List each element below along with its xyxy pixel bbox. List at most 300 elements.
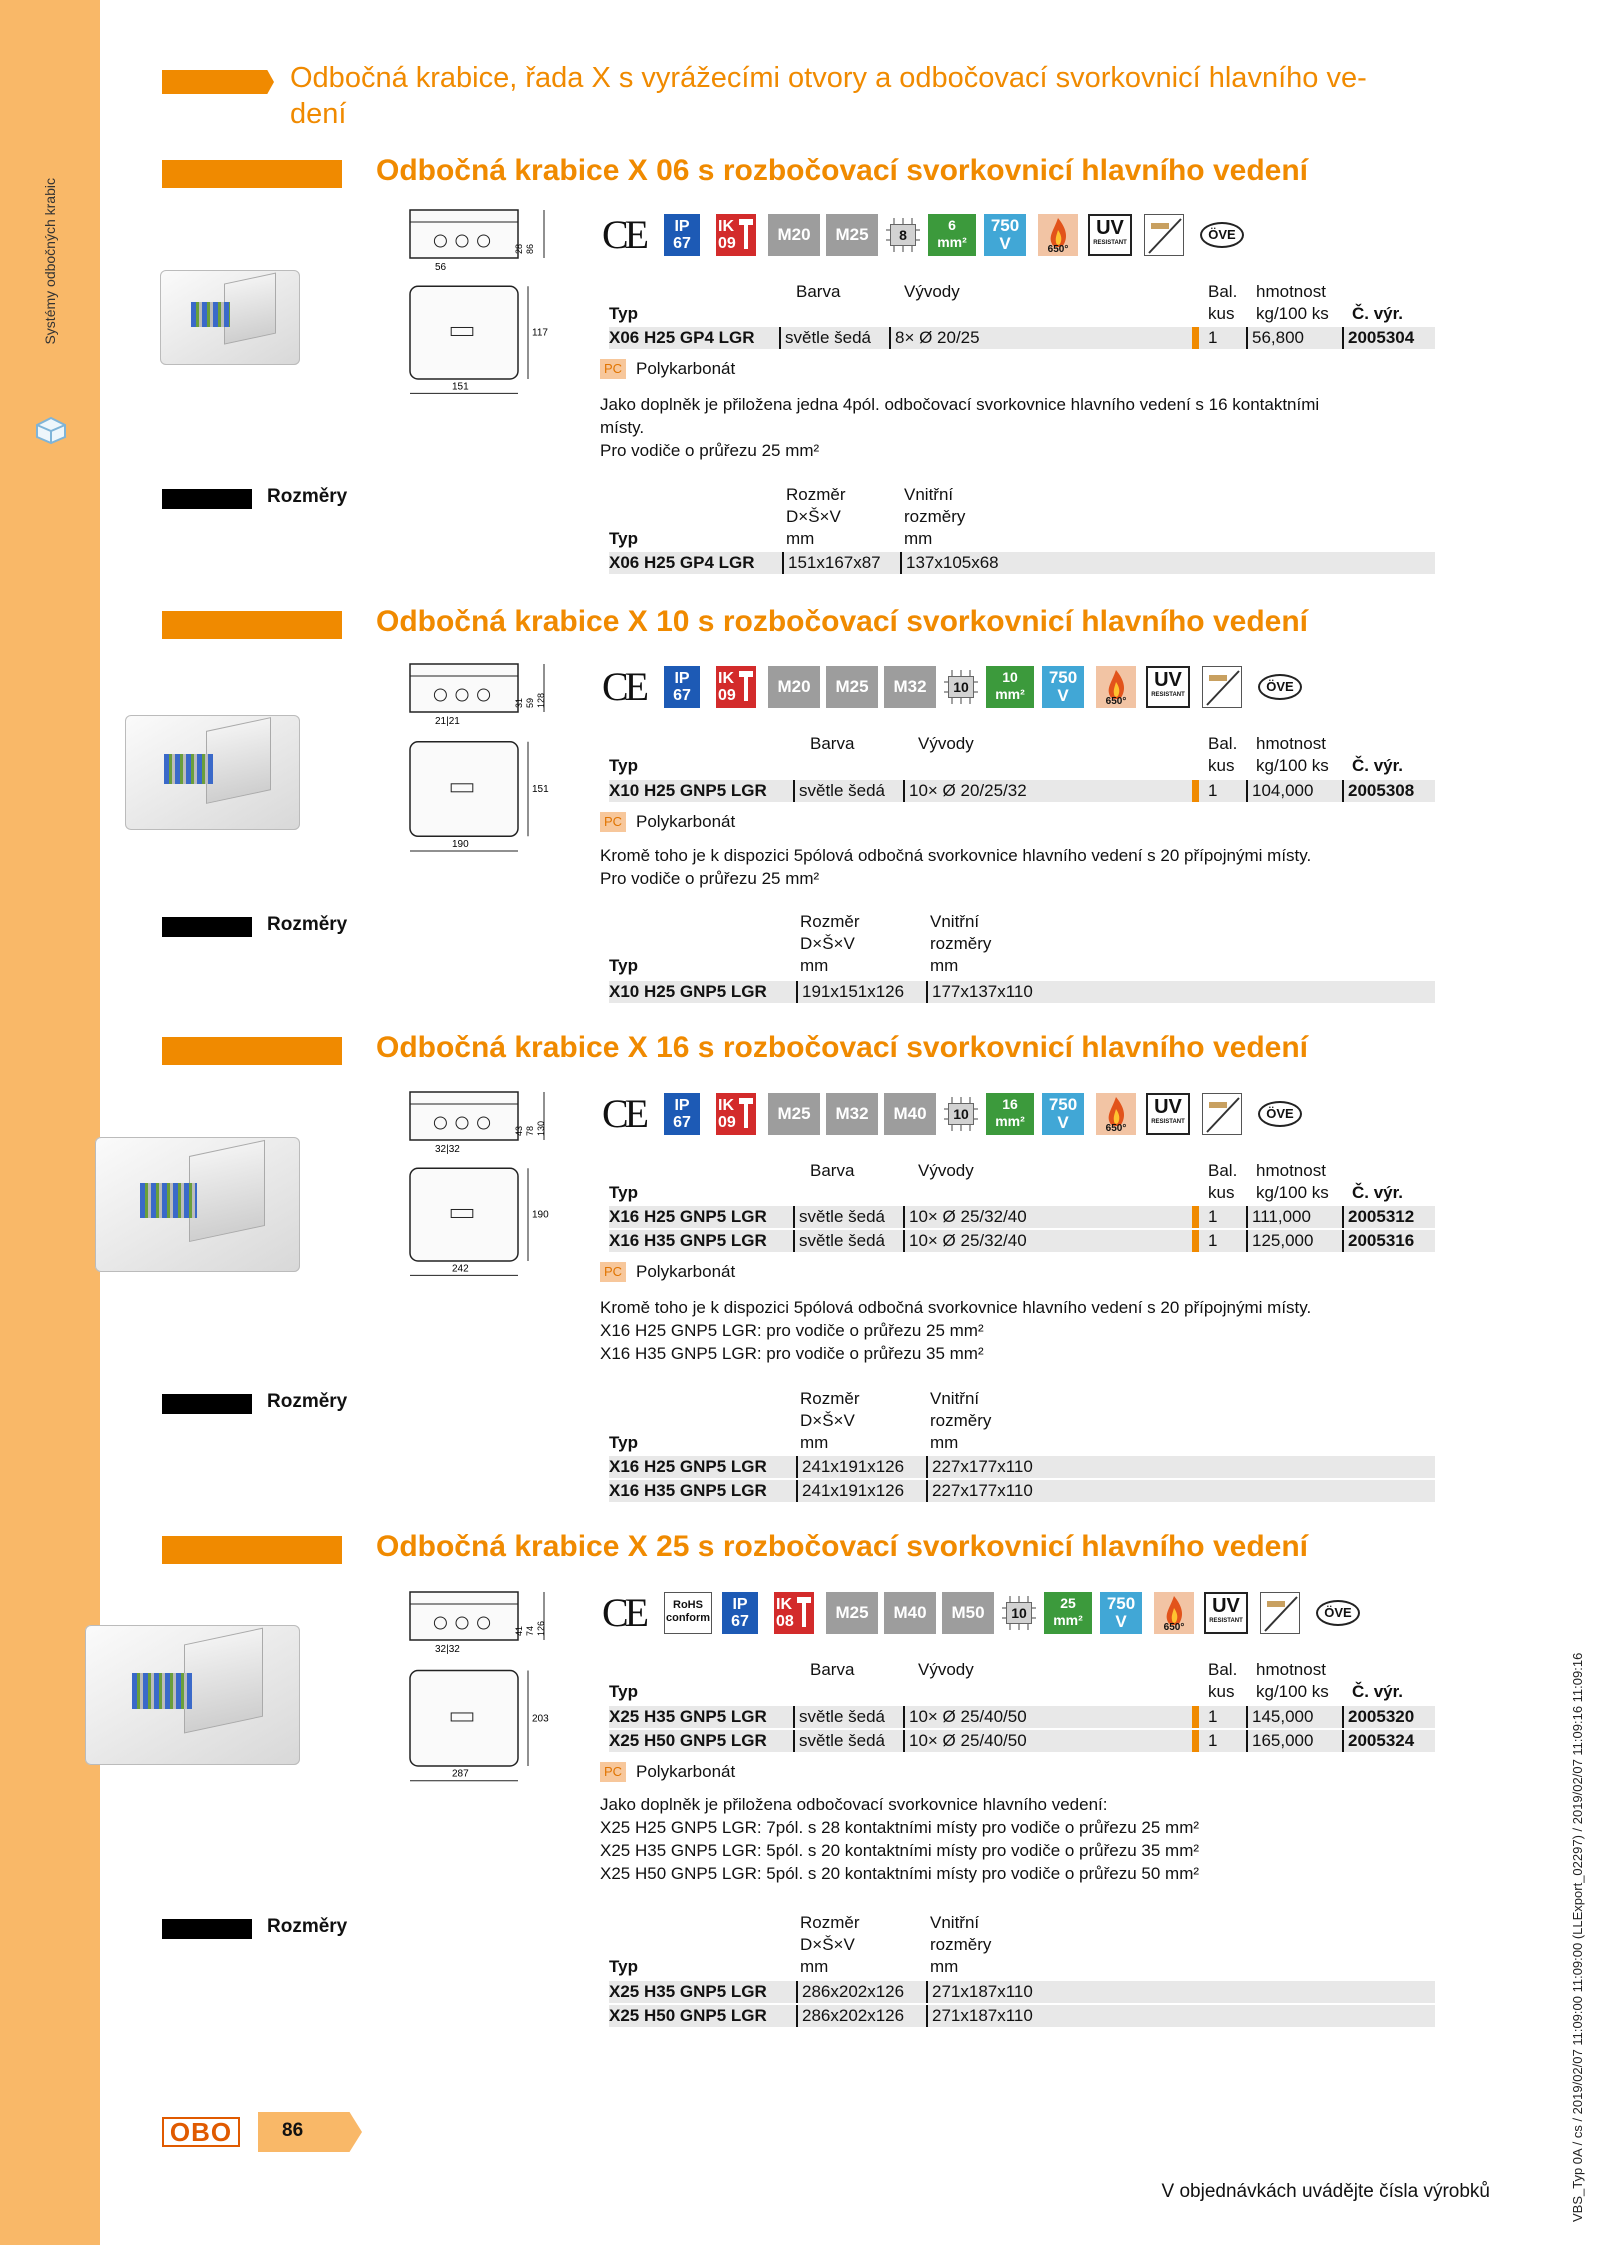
glow-wire-temp: 650° xyxy=(1163,1622,1185,1633)
label-vyvody: Vývody xyxy=(904,282,960,301)
contacts-badge xyxy=(942,1093,980,1135)
drawing-depth-label: 78 xyxy=(525,1125,535,1136)
label-rozmery: rozměry xyxy=(930,1935,992,1954)
product-note xyxy=(600,844,1440,890)
uv-sub: RESISTANT xyxy=(1151,692,1185,698)
label-rozmery: rozměry xyxy=(930,934,992,953)
contacts-count: 10 xyxy=(948,676,974,698)
section-title: Odbočná krabice X 25 s rozbočovací svorkovnicí hlavního vedení xyxy=(376,1530,1308,1563)
dimension-drawing xyxy=(408,1090,576,1296)
ik-rating-badge xyxy=(716,666,756,708)
product-pack: 1 xyxy=(1208,1731,1218,1750)
uv-resistant-badge xyxy=(1088,214,1132,256)
drawing-depth-label: 126 xyxy=(536,1620,546,1636)
product-pack: 1 xyxy=(1208,328,1218,347)
contacts-count: 10 xyxy=(948,1103,974,1125)
label-typ: Typ xyxy=(609,956,638,975)
drawing-width-label: 242 xyxy=(452,1263,469,1275)
section-title: Odbočná krabice X 16 s rozbočovací svorkovnicí hlavního vedení xyxy=(376,1031,1308,1064)
ove-label: ÖVE xyxy=(1316,1600,1360,1626)
product-color: světle šedá xyxy=(793,1206,885,1228)
rohs-label: RoHS xyxy=(673,1599,703,1611)
label-mm: mm xyxy=(930,1957,959,1976)
section-unit: mm² xyxy=(995,686,1025,702)
product-code: 2005308 xyxy=(1342,780,1414,802)
cable-gland-badge: M25 xyxy=(768,1093,820,1135)
ce-mark-icon: CE xyxy=(602,664,646,709)
ove-mark xyxy=(1198,214,1244,256)
label-dsv: D×Š×V xyxy=(800,1935,855,1954)
product-pack: 1 xyxy=(1208,1231,1218,1250)
note-line: Jako doplněk je přiložena odbočovací svorkovnice hlavního vedení: xyxy=(600,1795,1108,1814)
ip-label: IP xyxy=(674,670,690,687)
product-row xyxy=(609,1706,1435,1728)
section-value: 6 xyxy=(948,217,956,233)
note-line: X25 H25 GNP5 LGR: 7pól. s 28 kontaktními místy pro vodiče o průřezu 25 mm² xyxy=(600,1818,1200,1837)
section-unit: mm² xyxy=(995,1113,1025,1129)
note-line: Kromě toho je k dispozici 5pólová odbočná svorkovnice hlavního vedení s 20 přípojnými místy. xyxy=(600,1298,1312,1317)
section-value: 25 xyxy=(1060,1595,1076,1611)
approval-badges xyxy=(602,214,1362,256)
ove-label: ÖVE xyxy=(1258,1101,1302,1127)
orange-marker xyxy=(1192,1206,1199,1228)
ce-mark-icon: CE xyxy=(602,1590,646,1635)
label-mm: mm xyxy=(904,529,933,548)
ik-rating-badge xyxy=(716,214,756,256)
dimension-type: X25 H35 GNP5 LGR xyxy=(609,1982,767,2001)
drawing-depth-label: 130 xyxy=(536,1120,546,1136)
ip-label: IP xyxy=(732,1596,748,1613)
section-value: 16 xyxy=(1002,1096,1018,1112)
page-number: 86 xyxy=(282,2120,304,2141)
approval-badges xyxy=(602,1093,1362,1135)
material-label: Polykarbonát xyxy=(636,812,736,831)
dimensions-bar xyxy=(162,489,252,509)
product-photo xyxy=(95,1137,300,1272)
product-outlets: 10× Ø 25/40/50 xyxy=(903,1730,1027,1752)
drawing-spacing-label: 56 xyxy=(435,262,447,273)
label-mm: mm xyxy=(800,1957,829,1976)
material-label: Polykarbonát xyxy=(636,1262,736,1281)
product-type: X06 H25 GP4 LGR xyxy=(609,328,755,347)
label-rozmer: Rozměr xyxy=(800,1913,860,1932)
ip-rating-badge xyxy=(664,1093,700,1135)
drawing-depth-label: 74 xyxy=(525,1625,535,1636)
cable-gland-badge: M20 xyxy=(768,666,820,708)
drawing-depth-label: 41 xyxy=(514,1625,524,1636)
note-line: X16 H25 GNP5 LGR: pro vodiče o průřezu 25 mm² xyxy=(600,1321,984,1340)
glow-wire-badge xyxy=(1038,214,1078,256)
footer-note: V objednávkách uvádějte čísla výrobků xyxy=(1161,2181,1490,2202)
product-color: světle šedá xyxy=(779,327,871,349)
ove-label: ÖVE xyxy=(1200,222,1244,248)
ik-label: IK xyxy=(718,670,734,687)
halogen-free-icon xyxy=(1144,214,1184,256)
cable-gland-badge: M20 xyxy=(768,214,820,256)
voltage-value: 750 xyxy=(1048,668,1078,687)
label-barva: Barva xyxy=(810,734,855,753)
product-photo xyxy=(160,270,300,365)
dimension-outer: 151x167x87 xyxy=(782,552,881,574)
uv-sub: RESISTANT xyxy=(1151,1119,1185,1125)
product-type: X25 H35 GNP5 LGR xyxy=(609,1707,767,1726)
drawing-depth-label: 31 xyxy=(514,697,524,708)
dimensions-bar xyxy=(162,917,252,937)
product-lid xyxy=(224,272,276,344)
ik-label: IK xyxy=(718,1097,734,1114)
product-note xyxy=(600,1793,1440,1885)
halogen-free-icon-graphic xyxy=(1145,215,1185,257)
dimension-row xyxy=(609,1456,1435,1478)
uv-label: UV xyxy=(1154,669,1182,691)
halogen-free-icon xyxy=(1202,1093,1242,1135)
label-vnitrni: Vnitřní xyxy=(930,912,980,931)
section-bar xyxy=(162,1037,342,1065)
label-cvyr: Č. výr. xyxy=(1352,304,1404,323)
ip-label: IP xyxy=(674,1097,690,1114)
glow-wire-badge xyxy=(1154,1592,1194,1634)
glow-wire-badge xyxy=(1096,1093,1136,1135)
drawing-height-label: 190 xyxy=(532,1209,549,1221)
drawing-spacing-label: 21|21 xyxy=(435,716,460,727)
product-row xyxy=(609,1230,1435,1252)
hammer-icon xyxy=(739,219,753,249)
product-weight: 111,000 xyxy=(1246,1206,1311,1228)
section-bar xyxy=(162,160,342,188)
dimension-outer: 241x191x126 xyxy=(796,1480,904,1502)
product-note xyxy=(600,393,1440,462)
ip-value: 67 xyxy=(673,235,691,252)
label-hmotnost: hmotnost xyxy=(1256,282,1326,301)
halogen-free-icon-graphic xyxy=(1203,667,1243,709)
label-kg100: kg/100 ks xyxy=(1256,756,1329,775)
label-typ: Typ xyxy=(609,1183,638,1202)
halogen-free-icon-graphic xyxy=(1261,1593,1301,1635)
dimensions-heading: Rozměry xyxy=(267,914,348,935)
voltage-badge xyxy=(1042,666,1084,708)
uv-resistant-badge xyxy=(1146,666,1190,708)
product-note xyxy=(600,1296,1440,1365)
material-badge: PC xyxy=(600,1762,626,1782)
label-vyvody: Vývody xyxy=(918,1660,974,1679)
voltage-badge xyxy=(1042,1093,1084,1135)
drawing-width-label: 190 xyxy=(452,838,469,850)
label-typ: Typ xyxy=(609,756,638,775)
product-outlets: 10× Ø 20/25/32 xyxy=(903,780,1027,802)
label-mm: mm xyxy=(930,956,959,975)
cable-gland-badge: M25 xyxy=(826,214,878,256)
contacts-badge xyxy=(942,666,980,708)
page-title-line-1: Odbočná krabice, řada X s vyrážecími otvory a odbočovací svorkovnicí hlavního ve- xyxy=(290,62,1367,94)
label-hmotnost: hmotnost xyxy=(1256,1660,1326,1679)
orange-marker xyxy=(1192,1730,1199,1752)
material-badge: PC xyxy=(600,812,626,832)
cable-gland-badge: M32 xyxy=(884,666,936,708)
product-code: 2005304 xyxy=(1342,327,1414,349)
drawing-height-label: 203 xyxy=(532,1713,549,1725)
section-title: Odbočná krabice X 06 s rozbočovací svorkovnicí hlavního vedení xyxy=(376,154,1308,187)
uv-resistant-badge xyxy=(1146,1093,1190,1135)
voltage-unit: V xyxy=(1057,686,1069,705)
product-type: X16 H35 GNP5 LGR xyxy=(609,1231,767,1250)
voltage-unit: V xyxy=(1115,1612,1127,1631)
page-title-line-2: dení xyxy=(290,98,347,130)
halogen-free-icon xyxy=(1202,666,1242,708)
note-line: X25 H35 GNP5 LGR: 5pól. s 20 kontaktními místy pro vodiče o průřezu 35 mm² xyxy=(600,1841,1200,1860)
ik-value: 09 xyxy=(718,235,736,252)
uv-sub: RESISTANT xyxy=(1093,240,1127,246)
section-title: Odbočná krabice X 10 s rozbočovací svorkovnicí hlavního vedení xyxy=(376,605,1308,638)
product-code: 2005312 xyxy=(1342,1206,1414,1228)
label-typ: Typ xyxy=(609,1957,638,1976)
dimension-inner: 271x187x110 xyxy=(926,2005,1033,2027)
drawing-depth-label: 128 xyxy=(536,692,546,708)
product-type: X16 H25 GNP5 LGR xyxy=(609,1207,767,1226)
ove-mark xyxy=(1256,1093,1302,1135)
product-weight: 56,800 xyxy=(1246,327,1304,349)
label-kus: kus xyxy=(1208,1682,1235,1701)
rohs-sub: conform xyxy=(666,1612,710,1624)
cable-gland-badge: M50 xyxy=(942,1592,994,1634)
product-pack: 1 xyxy=(1208,1207,1218,1226)
label-hmotnost: hmotnost xyxy=(1256,734,1326,753)
dimension-type: X10 H25 GNP5 LGR xyxy=(609,982,767,1001)
rohs-badge xyxy=(664,1592,712,1634)
ove-label: ÖVE xyxy=(1258,674,1302,700)
label-mm: mm xyxy=(930,1433,959,1452)
dimension-inner: 227x177x110 xyxy=(926,1456,1033,1478)
product-outlets: 10× Ø 25/40/50 xyxy=(903,1706,1027,1728)
label-kus: kus xyxy=(1208,304,1235,323)
cable-gland-badge: M25 xyxy=(826,1592,878,1634)
label-rozmer: Rozměr xyxy=(800,1389,860,1408)
label-kg100: kg/100 ks xyxy=(1256,1183,1329,1202)
note-line: Pro vodiče o průřezu 25 mm² xyxy=(600,869,820,888)
ove-mark xyxy=(1256,666,1302,708)
label-bal: Bal. xyxy=(1208,734,1238,753)
voltage-value: 750 xyxy=(1048,1095,1078,1114)
conductor-section-badge xyxy=(986,666,1034,708)
cable-gland-badge: M40 xyxy=(884,1592,936,1634)
ip-label: IP xyxy=(674,218,690,235)
ik-value: 08 xyxy=(776,1613,794,1630)
label-kus: kus xyxy=(1208,1183,1235,1202)
product-row xyxy=(609,1730,1435,1752)
voltage-badge xyxy=(1100,1592,1142,1634)
ip-rating-badge xyxy=(722,1592,758,1634)
drawing-height-label: 151 xyxy=(532,784,549,796)
section-unit: mm² xyxy=(937,234,967,250)
contacts-count: 8 xyxy=(890,224,916,246)
dimension-drawing xyxy=(408,1590,576,1802)
note-line: místy. xyxy=(600,418,645,437)
drawing-depth-label: 86 xyxy=(525,243,535,254)
product-outlets: 10× Ø 25/32/40 xyxy=(903,1206,1027,1228)
product-pack: 1 xyxy=(1208,781,1218,800)
contacts-badge xyxy=(1000,1592,1038,1634)
label-rozmer: Rozměr xyxy=(786,485,846,504)
drawing-depth-label: 43 xyxy=(514,1125,524,1136)
label-dsv: D×Š×V xyxy=(800,1411,855,1430)
conductor-section-badge xyxy=(986,1093,1034,1135)
glow-wire-badge xyxy=(1096,666,1136,708)
dimension-row xyxy=(609,981,1435,1003)
product-row xyxy=(609,1206,1435,1228)
dimension-outer: 286x202x126 xyxy=(796,2005,904,2027)
dimensions-bar xyxy=(162,1394,252,1414)
note-line: Kromě toho je k dispozici 5pólová odbočná svorkovnice hlavního vedení s 20 přípojnými místy. xyxy=(600,846,1312,865)
hammer-icon xyxy=(739,671,753,701)
ip-value: 67 xyxy=(673,1114,691,1131)
conductor-section-badge xyxy=(928,214,976,256)
product-color: světle šedá xyxy=(793,1230,885,1252)
dimension-inner: 177x137x110 xyxy=(926,981,1033,1003)
terminal-block xyxy=(132,1673,192,1709)
product-type: X10 H25 GNP5 LGR xyxy=(609,781,767,800)
dimension-row xyxy=(609,552,1435,574)
drawing-depth-label: 28 xyxy=(514,243,524,254)
glow-wire-temp: 650° xyxy=(1105,1123,1127,1134)
box-icon xyxy=(34,415,68,445)
cable-gland-badge: M32 xyxy=(826,1093,878,1135)
product-outlets: 8× Ø 20/25 xyxy=(889,327,980,349)
label-hmotnost: hmotnost xyxy=(1256,1161,1326,1180)
label-kg100: kg/100 ks xyxy=(1256,1682,1329,1701)
label-vnitrni: Vnitřní xyxy=(904,485,954,504)
uv-sub: RESISTANT xyxy=(1209,1618,1243,1624)
dimension-row xyxy=(609,2005,1435,2027)
label-rozmer: Rozměr xyxy=(800,912,860,931)
voltage-unit: V xyxy=(999,234,1011,253)
ce-mark-icon: CE xyxy=(602,1091,646,1136)
dimension-inner: 271x187x110 xyxy=(926,1981,1033,2003)
drawing-spacing-label: 32|32 xyxy=(435,1144,460,1155)
label-typ: Typ xyxy=(609,304,638,323)
ik-label: IK xyxy=(776,1596,792,1613)
uv-label: UV xyxy=(1212,1595,1240,1617)
orange-marker xyxy=(1192,327,1199,349)
dimension-type: X25 H50 GNP5 LGR xyxy=(609,2006,767,2025)
product-color: světle šedá xyxy=(793,780,885,802)
section-bar xyxy=(162,1536,342,1564)
dimension-drawing xyxy=(408,662,576,872)
label-cvyr: Č. výr. xyxy=(1352,1682,1404,1701)
cable-gland-badge: M25 xyxy=(826,666,878,708)
label-mm: mm xyxy=(800,956,829,975)
label-bal: Bal. xyxy=(1208,282,1238,301)
drawing-width-label: 151 xyxy=(452,381,469,393)
orange-marker xyxy=(1192,1230,1199,1252)
product-code: 2005316 xyxy=(1342,1230,1414,1252)
hammer-icon xyxy=(739,1098,753,1128)
ip-rating-badge xyxy=(664,214,700,256)
terminal-block xyxy=(191,302,230,327)
dimension-drawing xyxy=(408,208,576,414)
product-color: světle šedá xyxy=(793,1730,885,1752)
label-kus: kus xyxy=(1208,756,1235,775)
label-typ: Typ xyxy=(609,1433,638,1452)
dimensions-heading: Rozměry xyxy=(267,486,348,507)
product-lid xyxy=(189,1140,265,1242)
label-rozmery: rozměry xyxy=(904,507,966,526)
label-vyvody: Vývody xyxy=(918,1161,974,1180)
drawing-height-label: 117 xyxy=(532,327,548,339)
note-line: X16 H35 GNP5 LGR: pro vodiče o průřezu 35 mm² xyxy=(600,1344,984,1363)
label-bal: Bal. xyxy=(1208,1660,1238,1679)
header-arrow xyxy=(162,70,274,94)
glow-wire-temp: 650° xyxy=(1105,696,1127,707)
ip-value: 67 xyxy=(673,687,691,704)
ik-rating-badge xyxy=(774,1592,814,1634)
product-outlets: 10× Ø 25/32/40 xyxy=(903,1230,1027,1252)
label-vyvody: Vývody xyxy=(918,734,974,753)
uv-resistant-badge xyxy=(1204,1592,1248,1634)
voltage-badge xyxy=(984,214,1026,256)
label-typ: Typ xyxy=(609,1682,638,1701)
ik-value: 09 xyxy=(718,1114,736,1131)
terminal-block xyxy=(164,754,213,784)
product-weight: 125,000 xyxy=(1246,1230,1313,1252)
voltage-value: 750 xyxy=(1106,1594,1136,1613)
page-number-arrow xyxy=(258,2112,362,2152)
label-vnitrni: Vnitřní xyxy=(930,1389,980,1408)
uv-label: UV xyxy=(1096,217,1124,239)
material-badge: PC xyxy=(600,359,626,379)
label-typ: Typ xyxy=(609,529,638,548)
dimension-row xyxy=(609,1981,1435,2003)
material-label: Polykarbonát xyxy=(636,359,736,378)
product-weight: 145,000 xyxy=(1246,1706,1313,1728)
uv-label: UV xyxy=(1154,1096,1182,1118)
product-code: 2005320 xyxy=(1342,1706,1414,1728)
voltage-value: 750 xyxy=(990,216,1020,235)
drawing-width-label: 287 xyxy=(452,1768,469,1780)
dimension-type: X16 H35 GNP5 LGR xyxy=(609,1481,767,1500)
ove-mark xyxy=(1314,1592,1360,1634)
page-title xyxy=(290,60,1420,132)
contacts-badge xyxy=(884,214,922,256)
note-line: X25 H50 GNP5 LGR: 5pól. s 20 kontaktními místy pro vodiče o průřezu 50 mm² xyxy=(600,1864,1200,1883)
contacts-count: 10 xyxy=(1006,1602,1032,1624)
sidebar-label: Systémy odbočných krabic xyxy=(42,178,58,345)
product-row xyxy=(609,327,1435,349)
orange-marker xyxy=(1192,1706,1199,1728)
product-weight: 165,000 xyxy=(1246,1730,1313,1752)
ik-label: IK xyxy=(718,218,734,235)
product-type: X25 H50 GNP5 LGR xyxy=(609,1731,767,1750)
note-line: Pro vodiče o průřezu 25 mm² xyxy=(600,441,820,460)
label-barva: Barva xyxy=(796,282,841,301)
label-barva: Barva xyxy=(810,1161,855,1180)
product-lid xyxy=(206,717,271,804)
product-color: světle šedá xyxy=(793,1706,885,1728)
dimensions-heading: Rozměry xyxy=(267,1391,348,1412)
drawing-spacing-label: 32|32 xyxy=(435,1644,460,1655)
dimension-outer: 286x202x126 xyxy=(796,1981,904,2003)
product-code: 2005324 xyxy=(1342,1730,1414,1752)
dimensions-heading: Rozměry xyxy=(267,1916,348,1937)
ip-value: 67 xyxy=(731,1613,749,1630)
dimension-type: X06 H25 GP4 LGR xyxy=(609,553,755,572)
product-photo xyxy=(85,1625,300,1765)
hammer-icon xyxy=(797,1597,811,1627)
label-kg100: kg/100 ks xyxy=(1256,304,1329,323)
orange-marker xyxy=(1192,780,1199,802)
label-cvyr: Č. výr. xyxy=(1352,756,1404,775)
glow-wire-temp: 650° xyxy=(1047,244,1069,255)
dimension-row xyxy=(609,1480,1435,1502)
label-mm: mm xyxy=(786,529,815,548)
